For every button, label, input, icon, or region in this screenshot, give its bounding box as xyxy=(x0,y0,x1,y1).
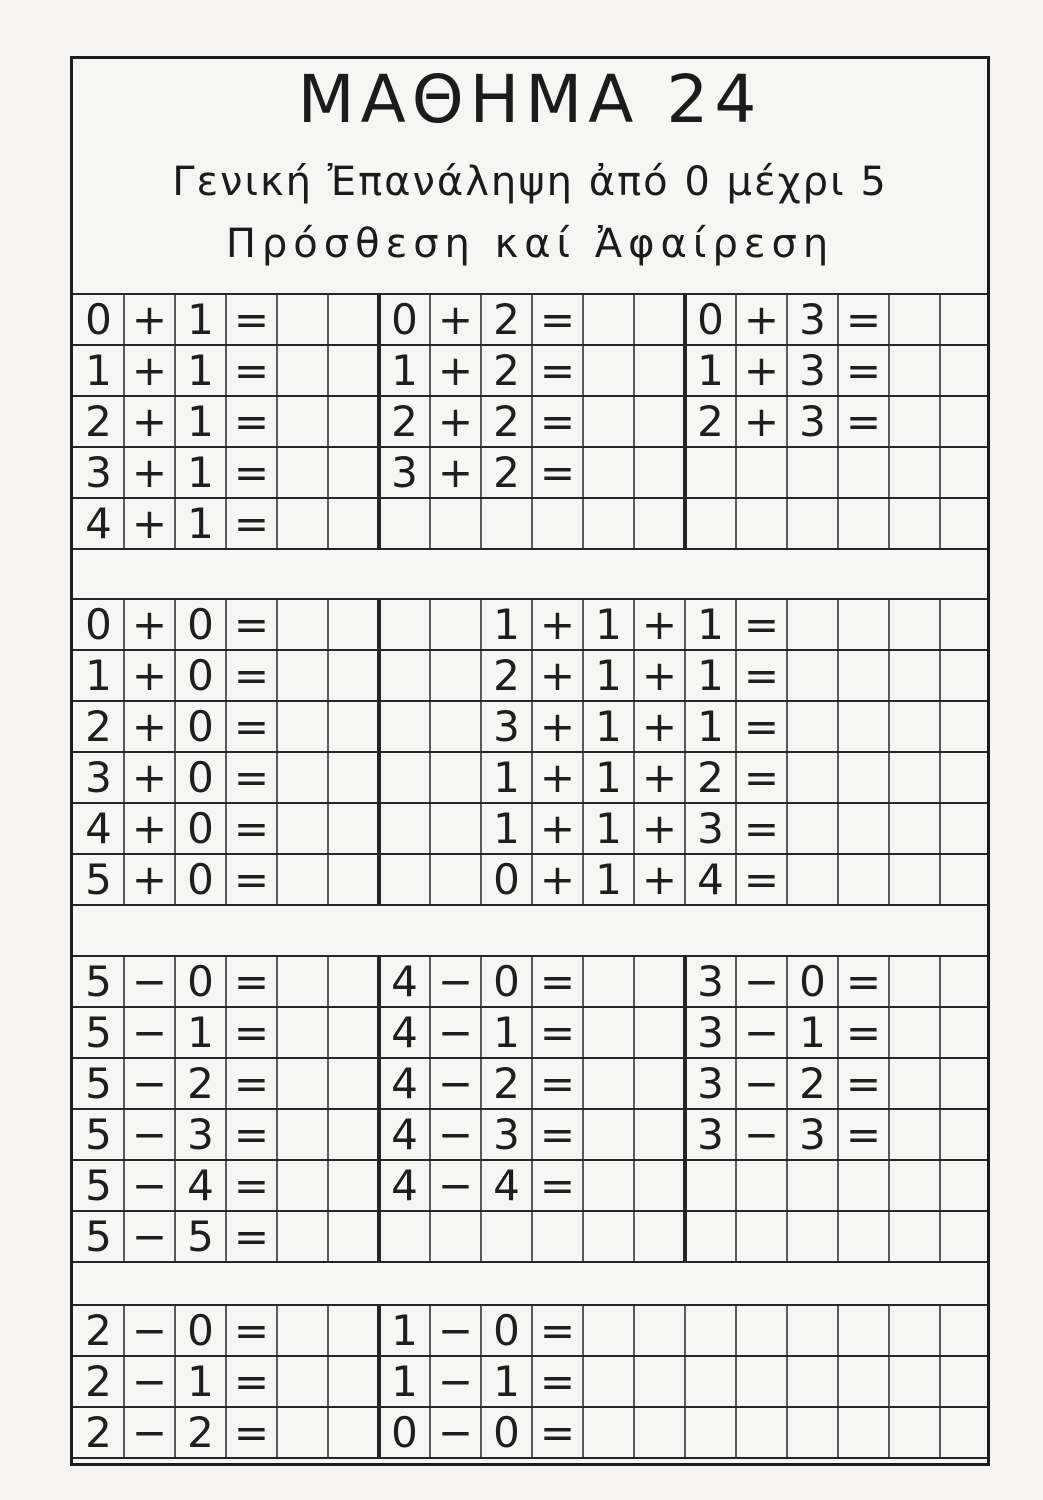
exercise-symbol: 5 xyxy=(85,854,112,904)
exercise-symbol: 0 xyxy=(187,599,214,649)
exercise-symbol: − xyxy=(743,956,780,1006)
exercise-symbol: = xyxy=(233,1160,270,1210)
exercise-symbol: − xyxy=(131,1160,168,1210)
exercise-symbol: 2 xyxy=(799,1058,826,1108)
exercise-symbol: − xyxy=(437,1160,474,1210)
exercise-symbol: + xyxy=(743,345,780,395)
exercise-symbol: + xyxy=(641,854,678,904)
exercise-symbol: + xyxy=(437,345,474,395)
exercise-symbol: = xyxy=(845,956,882,1006)
exercise-symbol: 2 xyxy=(493,345,520,395)
worksheet-page xyxy=(70,56,990,1466)
exercise-symbol: 1 xyxy=(187,396,214,446)
exercise-symbol: 3 xyxy=(187,1109,214,1159)
exercise-symbol: + xyxy=(131,498,168,548)
exercise-symbol: 5 xyxy=(85,1160,112,1210)
exercise-symbol: 4 xyxy=(391,1160,418,1210)
exercise-symbol: + xyxy=(539,854,576,904)
exercise-symbol: 1 xyxy=(187,294,214,344)
exercise-symbol: = xyxy=(233,396,270,446)
exercise-symbol: + xyxy=(131,447,168,497)
exercise-symbol: = xyxy=(845,1007,882,1057)
exercise-symbol: 2 xyxy=(697,752,724,802)
exercise-symbol: 5 xyxy=(85,1109,112,1159)
exercise-symbol: = xyxy=(743,803,780,853)
exercise-symbol: 2 xyxy=(187,1058,214,1108)
exercise-symbol: − xyxy=(437,1007,474,1057)
exercise-symbol: 3 xyxy=(799,396,826,446)
exercise-symbol: 1 xyxy=(187,345,214,395)
exercise-symbol: = xyxy=(233,498,270,548)
exercise-symbol: 0 xyxy=(187,752,214,802)
exercise-symbol: = xyxy=(743,650,780,700)
exercise-symbol: = xyxy=(539,1407,576,1457)
exercise-symbol: = xyxy=(233,956,270,1006)
exercise-symbol: + xyxy=(437,294,474,344)
exercise-symbol: = xyxy=(233,701,270,751)
exercise-symbol: 1 xyxy=(595,854,622,904)
exercise-symbol: 0 xyxy=(187,701,214,751)
exercise-symbol: 2 xyxy=(493,294,520,344)
exercise-symbol: 1 xyxy=(493,803,520,853)
exercise-symbol: 2 xyxy=(85,701,112,751)
exercise-symbol: = xyxy=(233,1007,270,1057)
exercise-symbol: + xyxy=(131,752,168,802)
exercise-symbol: = xyxy=(233,650,270,700)
exercise-symbol: + xyxy=(131,294,168,344)
exercise-symbol: − xyxy=(437,956,474,1006)
exercise-symbol: 4 xyxy=(391,956,418,1006)
exercise-symbol: 3 xyxy=(85,752,112,802)
exercise-symbol: 1 xyxy=(85,650,112,700)
exercise-symbol: − xyxy=(743,1007,780,1057)
exercise-symbol: − xyxy=(131,1356,168,1406)
exercise-symbol: + xyxy=(539,599,576,649)
exercise-symbol: 3 xyxy=(799,345,826,395)
exercise-symbol: 2 xyxy=(85,1305,112,1355)
exercise-symbol: − xyxy=(131,1407,168,1457)
exercise-symbol: − xyxy=(437,1305,474,1355)
exercise-symbol: 3 xyxy=(799,294,826,344)
exercise-symbol: 3 xyxy=(697,803,724,853)
exercise-symbol: 4 xyxy=(391,1109,418,1159)
exercise-symbol: 1 xyxy=(595,599,622,649)
exercise-symbol: + xyxy=(641,599,678,649)
exercise-symbol: + xyxy=(131,345,168,395)
exercise-symbol: − xyxy=(437,1058,474,1108)
exercise-symbol: 2 xyxy=(187,1407,214,1457)
exercise-symbol: + xyxy=(131,803,168,853)
exercise-symbol: = xyxy=(233,599,270,649)
exercise-symbol: + xyxy=(131,396,168,446)
exercise-symbol: 5 xyxy=(85,1211,112,1261)
exercise-symbol: 4 xyxy=(85,803,112,853)
exercise-symbol: − xyxy=(131,1211,168,1261)
exercise-symbol: 3 xyxy=(697,1058,724,1108)
exercise-symbol: + xyxy=(641,752,678,802)
exercise-symbol: 0 xyxy=(187,854,214,904)
exercise-symbol: + xyxy=(539,752,576,802)
exercise-symbol: 1 xyxy=(697,599,724,649)
exercise-symbol: = xyxy=(233,1407,270,1457)
exercise-symbol: 4 xyxy=(391,1007,418,1057)
exercise-symbol: 0 xyxy=(391,294,418,344)
exercise-symbol: + xyxy=(641,701,678,751)
exercise-symbol: = xyxy=(233,1356,270,1406)
exercise-symbol: − xyxy=(437,1407,474,1457)
exercise-symbol: = xyxy=(845,1058,882,1108)
exercise-symbol: 1 xyxy=(697,345,724,395)
exercise-symbol: − xyxy=(437,1109,474,1159)
exercise-symbol: 1 xyxy=(595,701,622,751)
exercise-symbol: = xyxy=(743,701,780,751)
exercise-symbol: 2 xyxy=(85,396,112,446)
exercise-symbol: 2 xyxy=(493,396,520,446)
exercise-symbol: = xyxy=(845,1109,882,1159)
exercise-symbol: 3 xyxy=(697,956,724,1006)
exercise-symbol: = xyxy=(539,1058,576,1108)
exercise-symbol: 3 xyxy=(493,1109,520,1159)
exercise-symbol: = xyxy=(539,1160,576,1210)
exercise-symbol: + xyxy=(131,701,168,751)
exercise-symbol: + xyxy=(539,701,576,751)
exercise-symbol: 0 xyxy=(493,1305,520,1355)
exercise-symbol: 3 xyxy=(697,1109,724,1159)
exercise-symbol: 2 xyxy=(493,1058,520,1108)
exercise-symbol: 4 xyxy=(85,498,112,548)
exercise-symbol: = xyxy=(743,752,780,802)
exercise-symbol: 0 xyxy=(391,1407,418,1457)
exercise-symbol: = xyxy=(539,1007,576,1057)
exercise-symbol: + xyxy=(641,650,678,700)
exercise-symbol: 3 xyxy=(799,1109,826,1159)
exercise-symbol: 0 xyxy=(187,1305,214,1355)
exercise-symbol: 2 xyxy=(697,396,724,446)
exercise-symbol: 1 xyxy=(493,1356,520,1406)
exercise-symbol: = xyxy=(233,1211,270,1261)
exercise-symbol: 5 xyxy=(85,956,112,1006)
exercise-symbol: − xyxy=(131,1007,168,1057)
exercise-symbol: = xyxy=(845,396,882,446)
exercise-symbol: 2 xyxy=(493,650,520,700)
lesson-title: ΜΑΘΗΜΑ 24 xyxy=(297,61,763,138)
exercise-symbol: = xyxy=(233,1058,270,1108)
exercise-symbol: + xyxy=(743,396,780,446)
exercise-symbol: 0 xyxy=(85,294,112,344)
exercise-symbol: = xyxy=(233,752,270,802)
exercise-symbol: 1 xyxy=(493,599,520,649)
exercise-symbol: + xyxy=(743,294,780,344)
exercise-symbol: = xyxy=(539,1305,576,1355)
exercise-symbol: 5 xyxy=(85,1007,112,1057)
exercise-symbol: + xyxy=(539,650,576,700)
exercise-symbol: + xyxy=(437,447,474,497)
exercise-symbol: = xyxy=(845,345,882,395)
exercise-symbol: 2 xyxy=(391,396,418,446)
exercise-symbol: − xyxy=(437,1356,474,1406)
exercise-symbol: 1 xyxy=(187,1007,214,1057)
exercise-symbol: 1 xyxy=(391,1305,418,1355)
exercise-symbol: 3 xyxy=(493,701,520,751)
exercise-symbol: + xyxy=(131,650,168,700)
exercise-symbol: = xyxy=(539,396,576,446)
exercise-symbol: + xyxy=(539,803,576,853)
exercise-symbol: + xyxy=(131,599,168,649)
exercise-symbol: = xyxy=(845,294,882,344)
exercise-symbol: 2 xyxy=(85,1407,112,1457)
exercise-symbol: 1 xyxy=(187,1356,214,1406)
exercise-symbol: = xyxy=(233,1109,270,1159)
exercise-symbol: 3 xyxy=(391,447,418,497)
exercise-symbol: − xyxy=(743,1109,780,1159)
lesson-subtitle: Γενική Ἐπανάληψη ἀπό 0 μέχρι 5 xyxy=(172,159,888,205)
exercise-symbol: = xyxy=(539,294,576,344)
exercise-symbol: 0 xyxy=(187,803,214,853)
exercise-symbol: 1 xyxy=(595,752,622,802)
exercise-symbol: 0 xyxy=(493,854,520,904)
exercise-symbol: = xyxy=(233,345,270,395)
exercise-symbol: = xyxy=(233,1305,270,1355)
exercise-symbol: 1 xyxy=(697,650,724,700)
exercise-symbol: 1 xyxy=(595,650,622,700)
exercise-symbol: = xyxy=(539,345,576,395)
exercise-symbol: 0 xyxy=(187,956,214,1006)
exercise-symbol: 0 xyxy=(493,956,520,1006)
exercise-symbol: − xyxy=(131,1058,168,1108)
exercise-symbol: 0 xyxy=(799,956,826,1006)
exercise-symbol: 3 xyxy=(85,447,112,497)
exercise-symbol: 1 xyxy=(85,345,112,395)
exercise-symbol: 4 xyxy=(697,854,724,904)
exercise-symbol: − xyxy=(131,956,168,1006)
exercise-symbol: 0 xyxy=(493,1407,520,1457)
exercise-symbol: 5 xyxy=(85,1058,112,1108)
exercise-symbol: − xyxy=(131,1109,168,1159)
exercise-symbol: 1 xyxy=(799,1007,826,1057)
lesson-topic: Πρόσθεση καί Ἀφαίρεση xyxy=(225,221,835,267)
exercise-symbol: − xyxy=(131,1305,168,1355)
exercise-symbol: = xyxy=(539,956,576,1006)
exercise-symbol: 5 xyxy=(187,1211,214,1261)
exercise-symbol: 1 xyxy=(187,498,214,548)
exercise-symbol: 0 xyxy=(697,294,724,344)
exercise-symbol: + xyxy=(131,854,168,904)
exercise-symbol: = xyxy=(539,1109,576,1159)
exercise-symbol: − xyxy=(743,1058,780,1108)
exercise-symbol: 4 xyxy=(391,1058,418,1108)
exercise-symbol: 0 xyxy=(187,650,214,700)
exercise-symbol: 1 xyxy=(595,803,622,853)
exercise-symbol: = xyxy=(233,803,270,853)
exercise-symbol: 1 xyxy=(391,345,418,395)
exercise-symbol: 2 xyxy=(85,1356,112,1406)
exercise-symbol: = xyxy=(743,854,780,904)
exercise-symbol: = xyxy=(233,294,270,344)
exercise-symbol: = xyxy=(233,447,270,497)
exercise-symbol: 0 xyxy=(85,599,112,649)
exercise-symbol: 4 xyxy=(187,1160,214,1210)
exercise-symbol: 1 xyxy=(493,1007,520,1057)
exercise-symbol: 3 xyxy=(697,1007,724,1057)
exercise-symbol: + xyxy=(641,803,678,853)
exercise-symbol: 1 xyxy=(391,1356,418,1406)
exercise-symbol: = xyxy=(539,447,576,497)
exercise-symbol: = xyxy=(233,854,270,904)
exercise-symbol: 4 xyxy=(493,1160,520,1210)
exercise-symbol: + xyxy=(437,396,474,446)
exercise-symbol: 1 xyxy=(493,752,520,802)
exercise-symbol: = xyxy=(539,1356,576,1406)
exercise-symbol: = xyxy=(743,599,780,649)
exercise-symbol: 1 xyxy=(187,447,214,497)
exercise-symbol: 1 xyxy=(697,701,724,751)
exercise-symbol: 2 xyxy=(493,447,520,497)
